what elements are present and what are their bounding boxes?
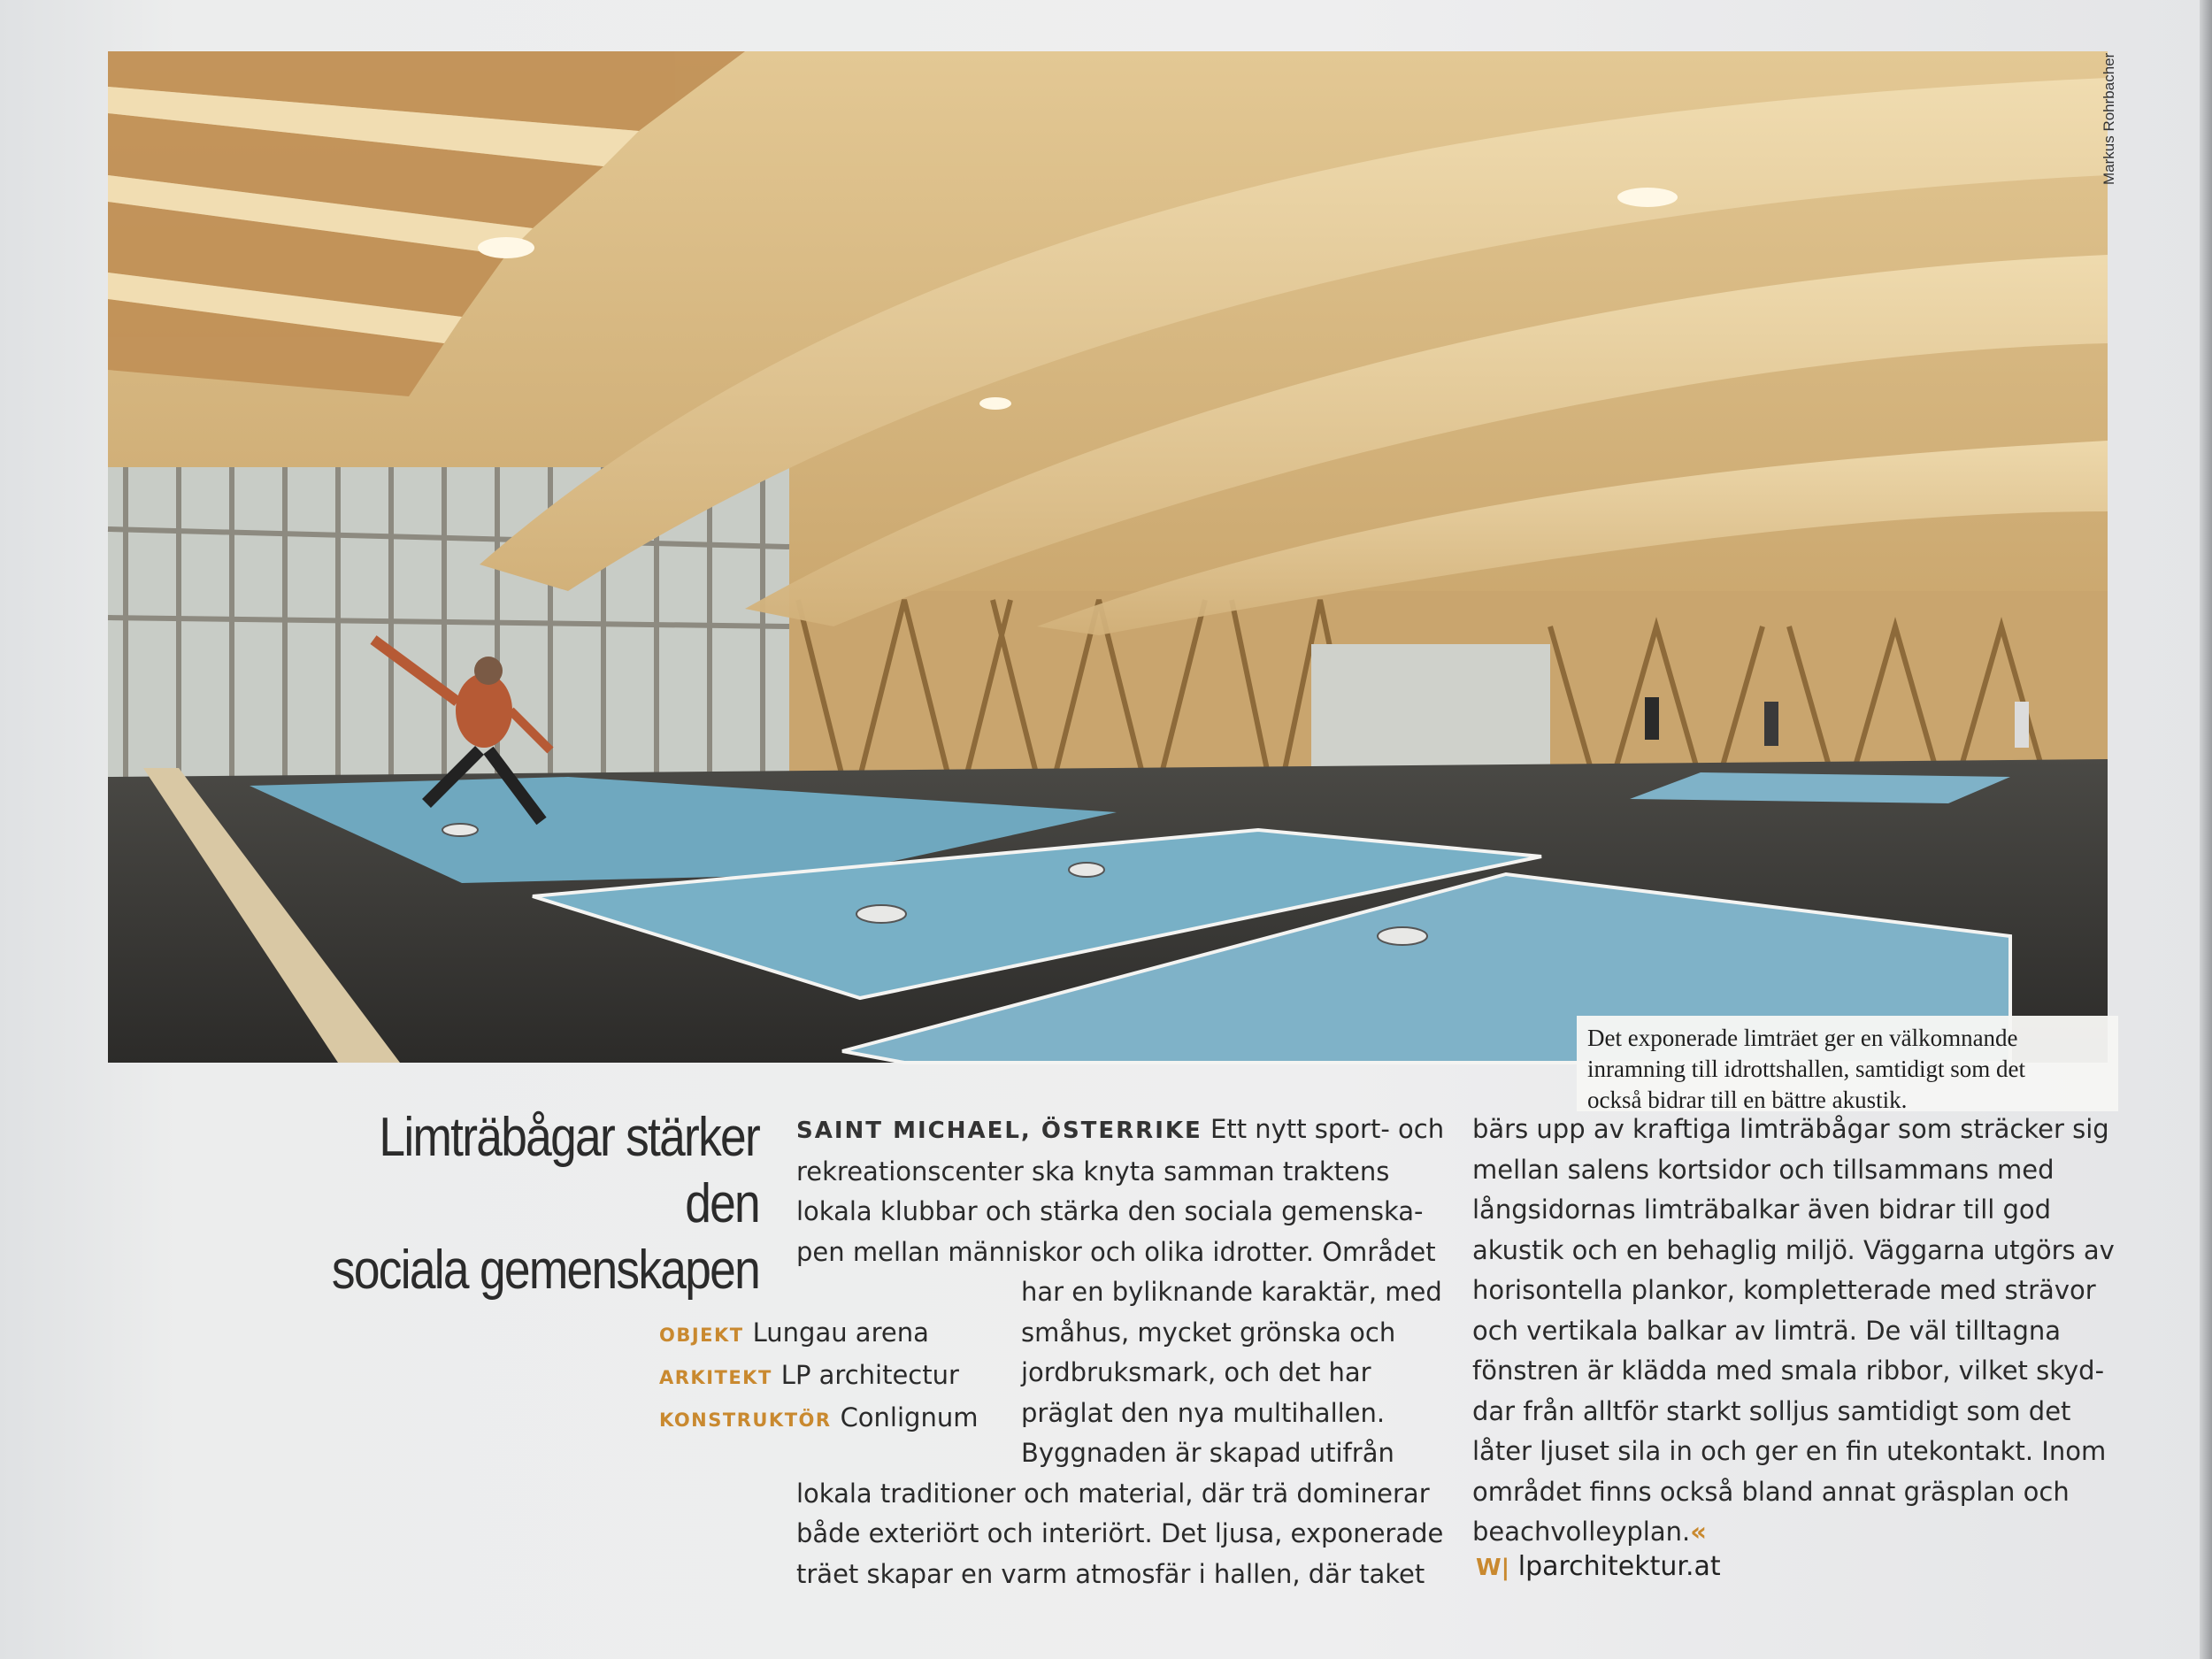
arena-photo [108, 51, 2108, 1113]
fact-key: ARKITEKT [659, 1367, 772, 1388]
fact-key: OBJEKT [659, 1325, 744, 1346]
body-line: horisontella plankor, kompletterade med strävor [1472, 1275, 2096, 1305]
body-text: beachvolleyplan. [1472, 1517, 1691, 1547]
body-line: småhus, mycket grönska och [1021, 1317, 1396, 1348]
photo-credit: Markus Rohrbacher [2101, 53, 2117, 186]
body-line: låter ljuset sila in och ger en fin utekontakt. Inom [1472, 1436, 2107, 1466]
fact-row [659, 1398, 978, 1440]
body-line: och vertikala balkar av limträ. De väl tilltagna [1472, 1315, 2062, 1346]
caption-line: Det exponerade limträet ger en välkomnande [1587, 1025, 2018, 1051]
body-line: Byggnaden är skapad utifrån [1021, 1438, 1394, 1468]
body-line: fönstren är klädda med smala ribbor, vilket skyd- [1472, 1356, 2105, 1386]
fact-value: LP architectur [780, 1360, 959, 1390]
body-line: området finns också bland annat gräsplan och [1472, 1476, 2070, 1507]
body-line: har en byliknande karaktär, med [1021, 1277, 1442, 1307]
body-line: präglat den nya multihallen. [1021, 1397, 1386, 1428]
body-line: dar från alltför starkt solljus samtidigt som det [1472, 1395, 2071, 1426]
headline-line: Limträbågar stärker den [379, 1107, 759, 1234]
arena-illustration [108, 51, 2108, 1063]
photo-caption [1577, 1016, 2118, 1111]
end-mark: « [1690, 1517, 1707, 1547]
headline-line: sociala gemenskapen [331, 1240, 759, 1301]
body-line: bärs upp av kraftiga limträbågar som sträcker sig [1472, 1114, 2109, 1144]
fact-key: KONSTRUKTÖR [659, 1409, 832, 1431]
body-line [1472, 1512, 2118, 1553]
body-line: jordbruksmark, och det har [1021, 1357, 1371, 1387]
body-line: rekreationscenter ska knyta samman traktens [796, 1156, 1390, 1187]
body-line: pen mellan människor och olika idrotter. Området [796, 1236, 1436, 1267]
body-line: lokala traditioner och material, där trä dominerar [796, 1478, 1430, 1509]
page-spine [2200, 0, 2212, 1659]
body-line [796, 1110, 1445, 1152]
website-link[interactable]: lparchitektur.at [1517, 1551, 1721, 1582]
web-label: W| [1476, 1555, 1510, 1581]
fact-row [659, 1356, 978, 1398]
body-line: lokala klubbar och stärka den sociala gemenska- [796, 1196, 1424, 1226]
website-reference [1476, 1551, 1721, 1582]
article-headline [303, 1104, 759, 1303]
body-line: träet skapar en varm atmosfär i hallen, där taket [796, 1558, 1425, 1589]
fact-row [659, 1313, 978, 1356]
body-line: akustik och en behaglig miljö. Väggarna utgörs av [1472, 1234, 2115, 1265]
project-facts [659, 1313, 978, 1440]
body-line: långsidornas limträbalkar även bidrar till god [1472, 1194, 2052, 1225]
body-text: Ett nytt sport- och [1202, 1114, 1445, 1144]
body-column-2 [1472, 1110, 2118, 1553]
fact-value: Lungau arena [752, 1317, 929, 1348]
fact-value: Conlignum [840, 1402, 979, 1432]
body-line: mellan salens kortsidor och tillsammans med [1472, 1154, 2055, 1185]
dateline-kicker: SAINT MICHAEL, ÖSTERRIKE [796, 1118, 1202, 1144]
caption-line: inramning till idrottshallen, samtidigt som det [1587, 1056, 2025, 1082]
caption-line: också bidrar till en bättre akustik. [1587, 1087, 1908, 1113]
body-line: både exteriört och interiört. Det ljusa, exponerade [796, 1518, 1444, 1548]
